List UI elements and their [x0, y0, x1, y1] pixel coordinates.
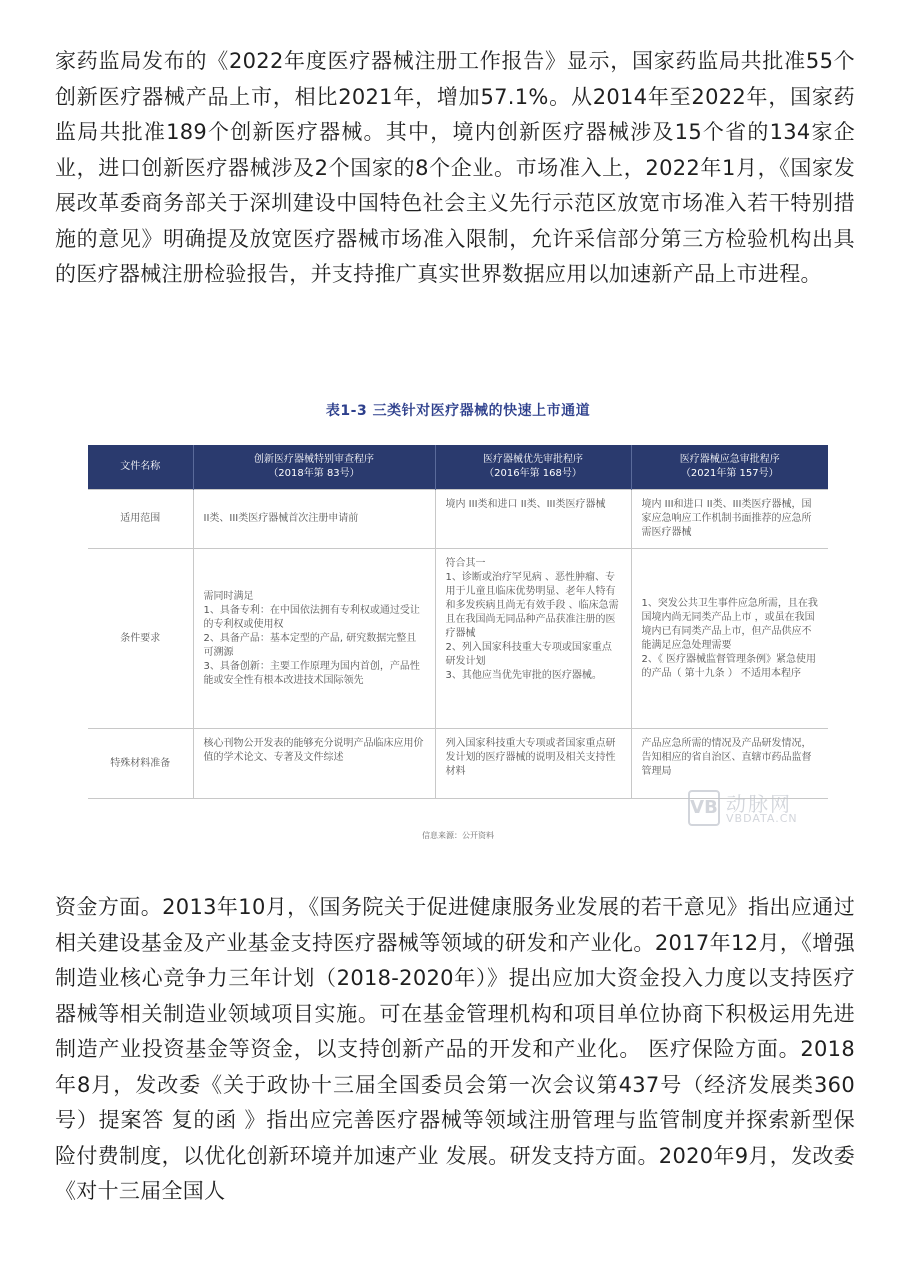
table-source: 信息来源：公开资料 [422, 831, 494, 840]
header-doc-name: 文件名称 [88, 445, 193, 490]
table-title: 表1-3 三类针对医疗器械的快速上市通道 [325, 403, 591, 419]
watermark-name-cn: 动脉网 [726, 792, 792, 816]
header-innovative-procedure: 创新医疗器械特别审查程序 （2018年第 83号） [193, 445, 435, 490]
row-label: 条件要求 [88, 549, 193, 729]
table-cell: 1、突发公共卫生事件应急所需，且在我国境内尚无同类产品上市 ，或虽在我国境内已有同类产品上市，但产品供应不能满足应急处理需要 2、《 医疗器械监督管理条例》紧急使用的产品（ 第十九条 ） 不适用本程序 [631, 549, 828, 729]
table-cell: 需同时满足 1、具备专利：在中国依法拥有专利权或通过受让的专利权或使用权 2、具备产品：基本定型的产品, 研究数据完整且可溯源 3、具备创新：主要工作原理为国内首创，产品性能或安全性有根本改进技术国际领先 [193, 549, 435, 729]
table-row [88, 490, 828, 549]
paragraph-intro: 家药监局发布的《2022年度医疗器械注册工作报告》显示，国家药监局共批准55个创新医疗器械产品上市，相比2021年，增加57.1%。从2014年至2022年，国家药监局共批准189个创新医疗器械。其中，境内创新医疗器械涉及15个省的134家企业，进口创新医疗器械涉及2个国家的8个企业。市场准入上，2022年1月，《国家发展改革委商务部关于深圳建设中国特色社会主义先行示范区放宽市场准入若干特别措施的意见》明确提及放宽医疗器械市场准入限制，允许采信部分第三方检验机构出具的医疗器械注册检验报告，并支持推广真实世界数据应用以加速新产品上市进程。 [55, 49, 855, 286]
table-cell: 产品应急所需的情况及产品研发情况，告知相应的省自治区、直辖市药品监督管理局 [631, 729, 828, 799]
table-figure [88, 400, 828, 840]
watermark-name-en: VBDATA.CN [726, 812, 798, 825]
table-cell: II类、III类医疗器械首次注册申请前 [193, 490, 435, 549]
table-cell: 境内 III类和进口 II类、III类医疗器械 [435, 490, 631, 549]
table-cell: 核心刊物公开发表的能够充分说明产品临床应用价值的学术论文、专著及文件综述 [193, 729, 435, 799]
vbdata-watermark [688, 788, 838, 828]
table-header-row [88, 445, 828, 490]
table-row [88, 549, 828, 729]
fast-track-table [88, 445, 828, 799]
row-label: 适用范围 [88, 490, 193, 549]
header-priority-procedure: 医疗器械优先审批程序 （2016年第 168号） [435, 445, 631, 490]
header-emergency-procedure: 医疗器械应急审批程序 （2021年第 157号） [631, 445, 828, 490]
vb-logo-icon: VB [688, 790, 720, 826]
paragraph-funding: 资金方面。2013年10月，《国务院关于促进健康服务业发展的若干意见》指出应通过相关建设基金及产业基金支持医疗器械等领域的研发和产业化。2017年12月，《增强制造业核心竞争力三年计划（2018-2020年）》提出应加大资金投入力度以支持医疗器械等相关制造业领域项目实施。可在基金管理机构和项目单位协商下积极运用先进制造产业投资基金等资金，以支持创新产品的开发和产业化。 医疗保险方面。2018年8月，发改委《关于政协十三届全国委员会第一次会议第437号（经济发展类360号）提案答 复的函 》指出应完善医疗器械等领域注册管理与监管制度并探索新型保险付费制度，以优化创新环境并加速产业 发展。研发支持方面。2020年9月，发改委《对十三届全国人 [55, 895, 855, 1203]
table-cell: 列入国家科技重大专项或者国家重点研发计划的医疗器械的说明及相关支持性材料 [435, 729, 631, 799]
row-label: 特殊材料准备 [88, 729, 193, 799]
table-cell: 境内 III和进口 II类、III类医疗器械，国家应急响应工作机制书面推荐的应急所需医疗器械 [631, 490, 828, 549]
table-cell: 符合其一 1、诊断或治疗罕见病 、恶性肿瘤、专用于儿童且临床优势明显、老年人特有和多发疾病且尚无有效手段 、临床急需且在我国尚无同品种产品获准注册的医疗器械 2、列入国家科技重大专项或国家重点研发计划 3、其他应当优先审批的医疗器械。 [435, 549, 631, 729]
